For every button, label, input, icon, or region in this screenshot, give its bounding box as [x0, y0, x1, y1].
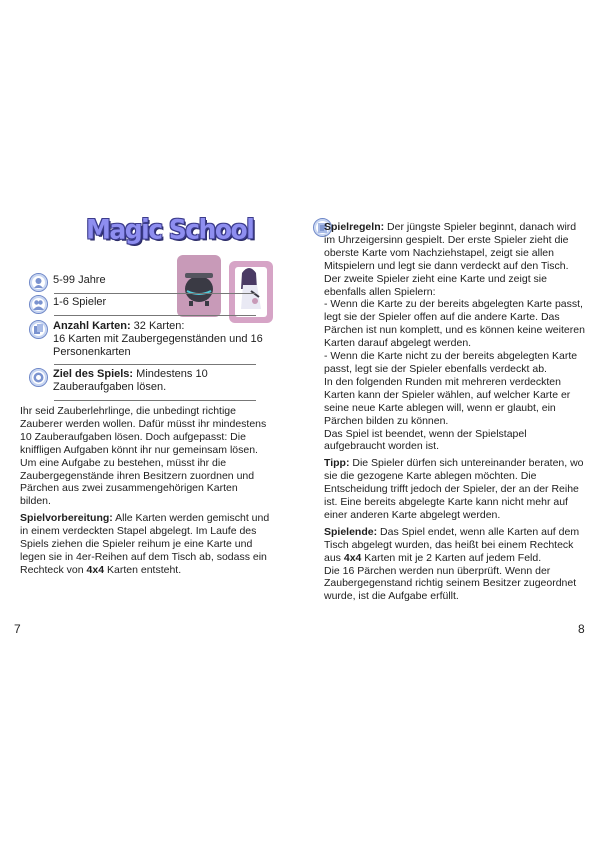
divider	[54, 400, 256, 401]
goal-value: Mindestens 10 Zauberaufgaben lösen.	[53, 368, 208, 393]
left-page	[14, 207, 302, 627]
game-end-paragraph: Spielende: Das Spiel endet, wenn alle Karten auf dem Tisch abgelegt wurden, das heißt bei einem Rechteck aus 4x4 Karten mit je 2 Karten auf jedem Feld. Die 16 Pärchen werden nun überprüft. Wenn der Zaubergegenstand richtig seinem Besitzer zugeordnet wurde, ist die Aufgabe erfüllt.	[324, 525, 580, 603]
players-icon	[29, 295, 48, 314]
card-count-label: Anzahl Karten:	[53, 320, 131, 332]
goal-icon	[29, 368, 48, 387]
card-count-detail: 16 Karten mit Zaubergegenständen und 16 Personenkarten	[53, 333, 263, 358]
witch-icon	[229, 261, 273, 323]
intro-paragraph: Ihr seid Zauberlehrlinge, die unbedingt richtige Zauberer werden wollen. Dafür müsst ihr mindestens 10 Zauberaufgaben lösen. Doch aufgepasst: Die kniffligen Aufgaben könnt ihr nur gemeinsam lösen. Um eine Aufgabe zu bestehen, müsst ihr die Zaubergegenstände ihren Besitzern zuordnen und Pärchen aus zwei zusammengehörigen Karten bilden.	[20, 405, 267, 508]
page-number-right: 8	[578, 622, 585, 636]
cards-icon	[29, 320, 48, 339]
age-icon	[29, 273, 48, 292]
right-body-text	[324, 221, 590, 607]
players-text: 1-6 Spieler	[53, 296, 107, 308]
character-card	[229, 261, 273, 323]
age-text: 5-99 Jahre	[53, 274, 106, 286]
right-page	[302, 207, 590, 627]
rules-paragraph: Spielregeln: Der jüngste Spieler beginnt, danach wird im Uhrzeigersinn gespielt. Der erste Spieler zieht die oberste Karte vom Nachziehstapel, zeigt sie allen Mitspielern und legt sie dann verdeckt auf den Tisch. Der zweite Spieler zieht eine Karte und zeigt sie ebenfalls allen Spielern: - Wenn die Karte zu der bereits abgelegten Karte passt, legt sie der Spieler offen auf die andere Karte. Das Pärchen ist nun komplett, und es können keine weiteren Karten darauf abgelegt werden. - Wenn die Karte nicht zu der bereits abgelegten Karte passt, legt sie der Spieler ebenfalls verdeckt ab. In den folgenden Runden mit mehreren verdeckten Karten kann der Spieler wählen, auf welcher Karte er seine neue Karte ablegen will, wenn er glaubt, ein Pärchen bilden zu können. Das Spiel ist beendet, wenn der Spielstapel aufgebraucht worden ist.	[324, 221, 585, 453]
page-number-left: 7	[14, 622, 21, 636]
tip-paragraph: Tipp: Die Spieler dürfen sich untereinander beraten, wo sie die gezogene Karte ablegen möchten. Die Entscheidung trifft jedoch der Spieler, der an der Reihe ist. Eine bereits abgelegte Karte kann nicht mehr auf einer anderen Karte abgelegt werden.	[324, 457, 584, 521]
divider	[54, 364, 256, 365]
card-count-value: 32 Karten:	[130, 320, 185, 332]
preparation-paragraph: Spielvorbereitung: Alle Karten werden gemischt und in einem verdeckten Stapel abgelegt. Im Laufe des Spiels ziehen die Spieler reihum je eine Karte und legen sie in 4er-Reihen auf dem Tisch ab, sodass ein Rechteck von 4x4 Karten entsteht.	[20, 512, 270, 576]
divider	[54, 315, 256, 316]
goal-label: Ziel des Spiels:	[53, 368, 134, 380]
left-body-text	[20, 405, 270, 581]
game-title-logo: Magic School	[86, 214, 254, 245]
divider	[54, 293, 256, 294]
